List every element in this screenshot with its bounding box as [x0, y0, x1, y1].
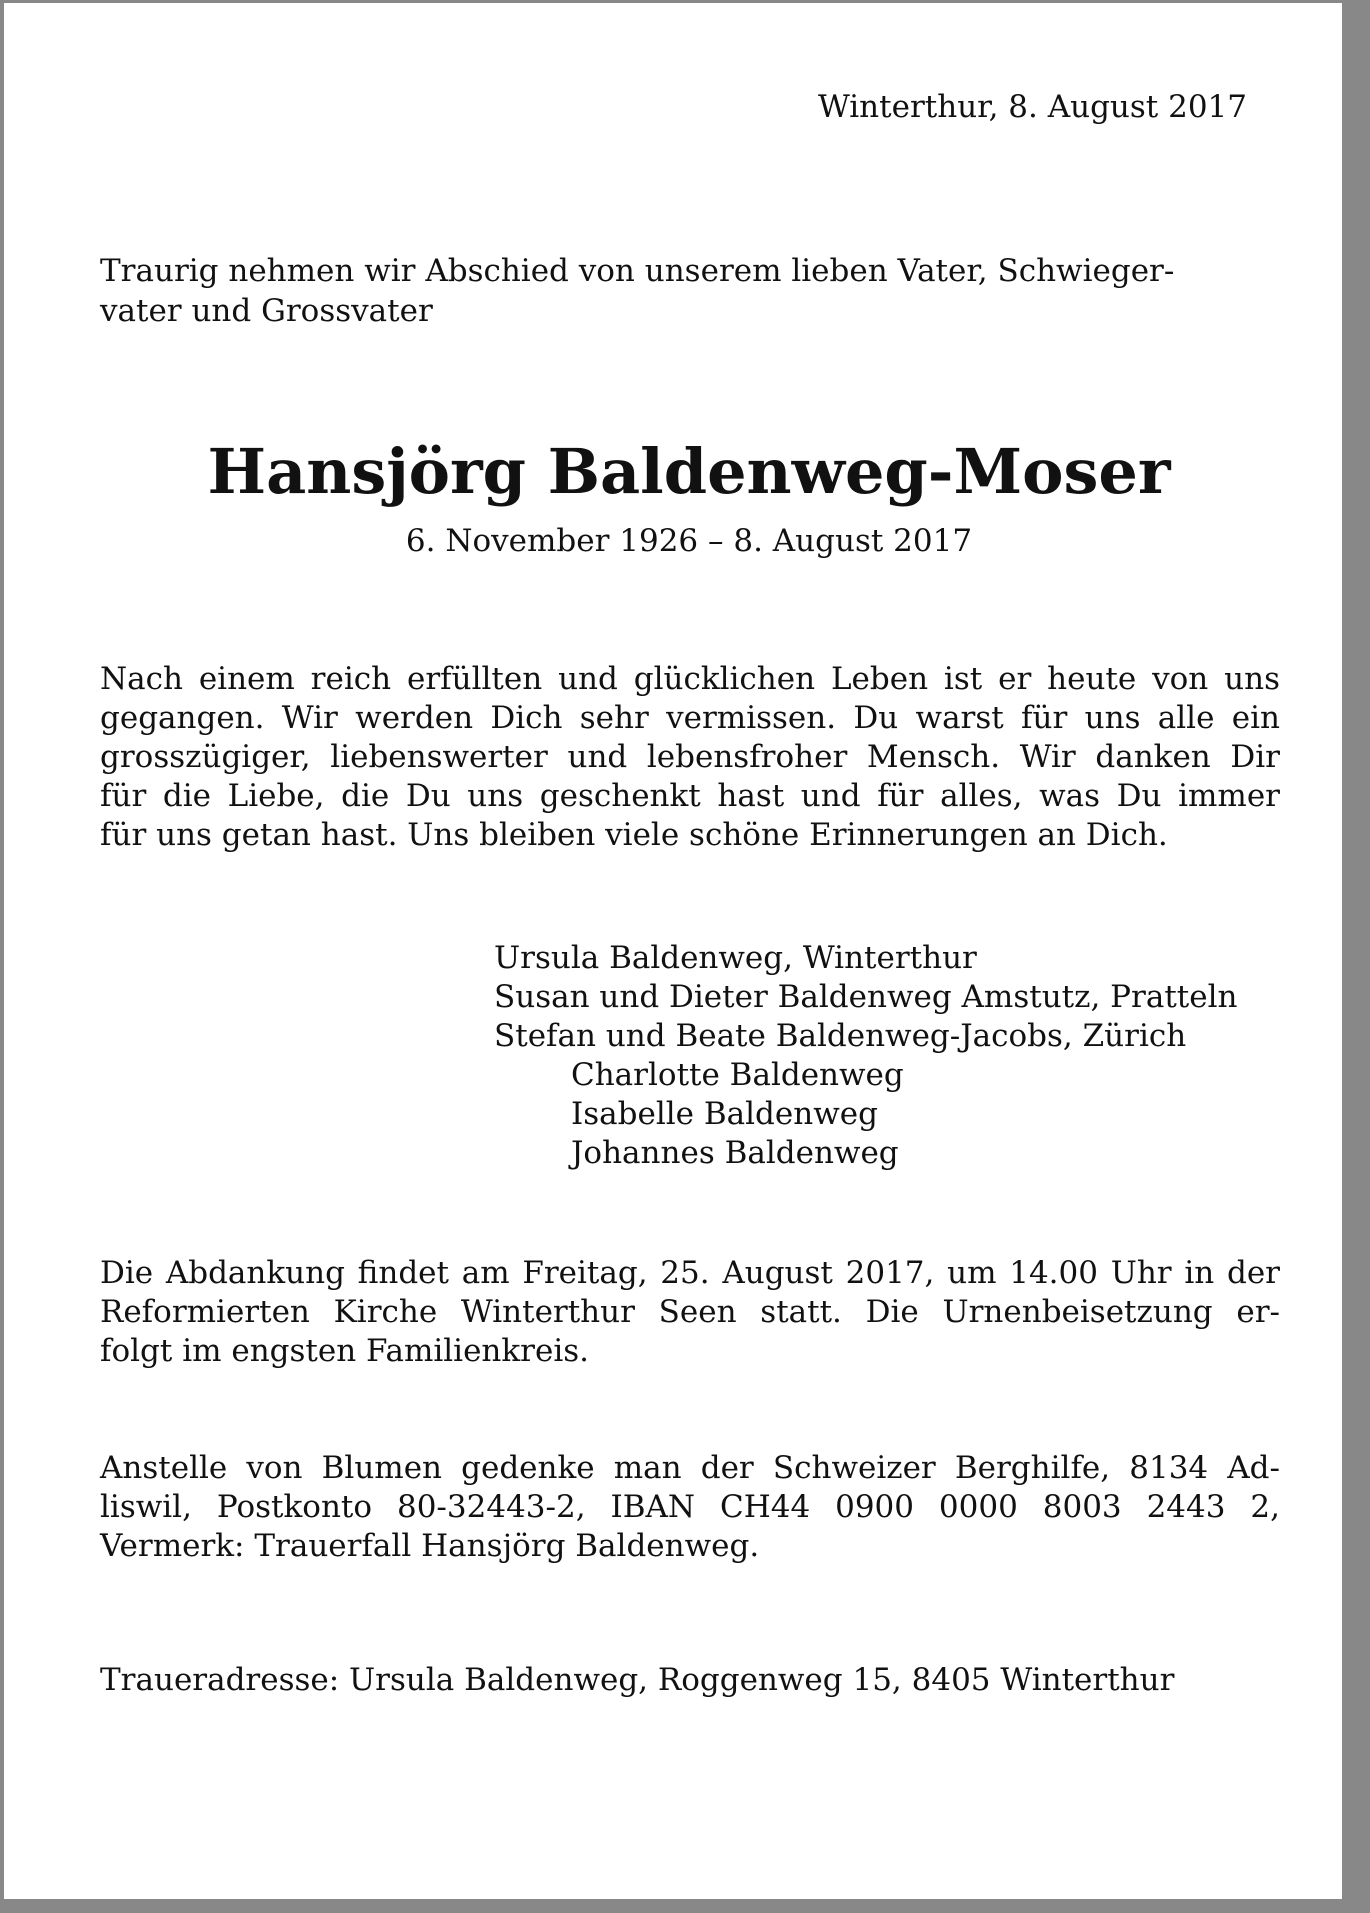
tribute-line: gegangen. Wir werden Dich sehr vermissen. Du warst für uns alle ein — [100, 700, 1280, 736]
tribute-line: Nach einem reich erfüllten und glücklichen Leben ist er heute von uns — [100, 661, 1280, 697]
family-member: Ursula Baldenweg, Winterthur — [494, 940, 977, 976]
grandchild: Charlotte Baldenweg — [571, 1057, 904, 1093]
tribute-line: für die Liebe, die Du uns geschenkt hast und für alles, was Du immer — [100, 778, 1280, 814]
grandchild: Isabelle Baldenweg — [571, 1096, 878, 1132]
mourning-address — [100, 1661, 1280, 1700]
donation-line: Anstelle von Blumen gedenke man der Schweizer Berghilfe, 8134 Ad- — [100, 1450, 1280, 1486]
family-member: Stefan und Beate Baldenweg-Jacobs, Zürich — [494, 1018, 1187, 1054]
grandchild: Johannes Baldenweg — [571, 1135, 899, 1171]
tribute-line: für uns getan hast. Uns bleiben viele schöne Erinnerungen an Dich. — [100, 817, 1168, 853]
intro-line: vater und Grossvater — [100, 293, 433, 329]
donation-paragraph — [100, 1449, 1280, 1566]
ceremony-paragraph — [100, 1254, 1280, 1371]
tribute-line: grosszügiger, liebenswerter und lebensfroher Mensch. Wir danken Dir — [100, 739, 1280, 775]
ceremony-line: Reformierten Kirche Winterthur Seen statt. Die Urnenbeisetzung er- — [100, 1294, 1280, 1330]
address-line: Traueradresse: Ursula Baldenweg, Roggenweg 15, 8405 Winterthur — [100, 1662, 1175, 1698]
intro-text — [100, 251, 1280, 331]
place-date: Winterthur, 8. August 2017 — [817, 89, 1247, 125]
ceremony-line: Die Abdankung findet am Freitag, 25. August 2017, um 14.00 Uhr in der — [100, 1255, 1280, 1291]
ceremony-line: folgt im engsten Familienkreis. — [100, 1333, 590, 1369]
deceased-name: Hansjörg Baldenweg-Moser — [207, 435, 1171, 508]
family-member: Susan und Dieter Baldenweg Amstutz, Pratteln — [494, 979, 1238, 1015]
tribute-paragraph — [100, 660, 1280, 855]
intro-line: Traurig nehmen wir Abschied von unserem lieben Vater, Schwieger- — [100, 253, 1175, 289]
life-dates: 6. November 1926 – 8. August 2017 — [405, 523, 973, 559]
mourners-list — [494, 939, 1237, 1173]
donation-line: Vermerk: Trauerfall Hansjörg Baldenweg. — [100, 1528, 760, 1564]
donation-line: liswil, Postkonto 80-32443-2, IBAN CH44 0900 0000 8003 2443 2, — [100, 1489, 1280, 1525]
